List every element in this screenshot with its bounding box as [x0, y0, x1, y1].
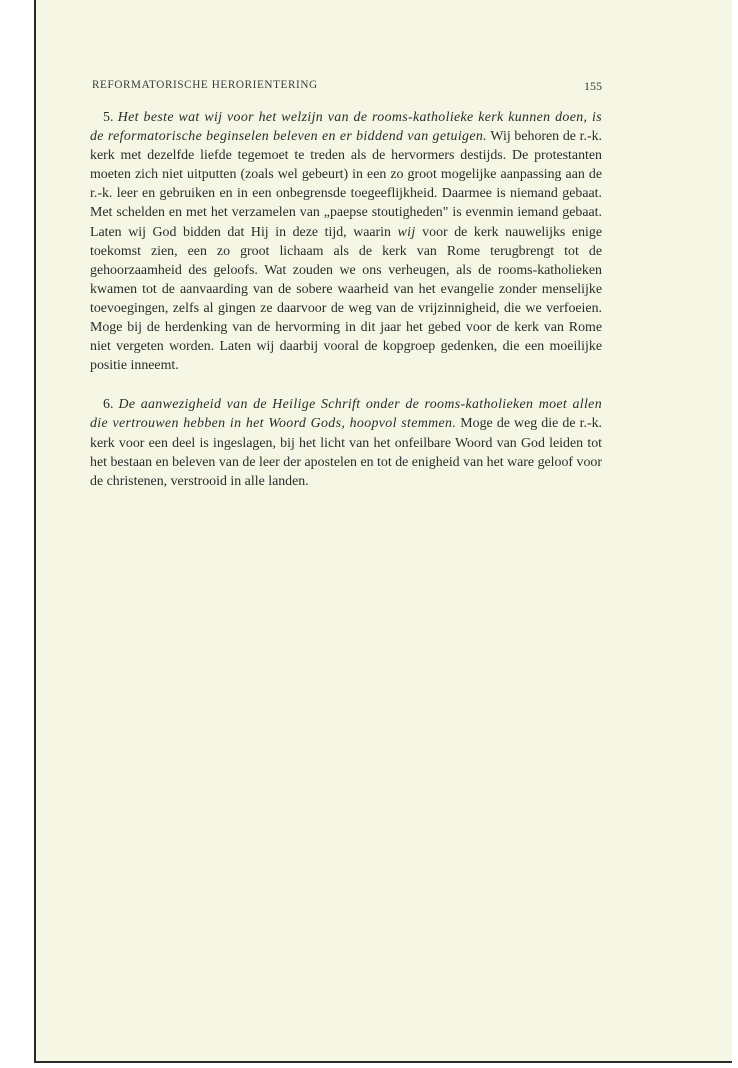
body-text	[90, 108, 602, 491]
paragraph-5	[90, 108, 602, 375]
thesis-statement: De aanwezigheid van de Heilige Schrift onder de rooms-katholieken moet allen die vertrouwen hebben in het Woord Gods, hoopvol stemmen.	[90, 397, 602, 432]
paragraph-text-continued: voor de kerk nauwelijks enige toekomst zien, een zo groot lichaam als de kerk van Rome terugbrengt tot de gehoorzaamheid des geloofs. Wat zouden we ons verheugen, als de rooms-katholieken kwamen tot de aanvaarding van de sobere waarheid van het evangelie zonder menselijke toevoegingen, zelfs al gingen ze daarvoor de weg van de vrijzinnigheid, die we verfoeien. Moge bij de herdenking van de hervorming in dit jaar het gebed voor de kerk van Rome niet vergeten worden. Laten wij daarbij vooral de kopgroep gedenken, die een moeilijke positie inneemt.	[90, 224, 602, 374]
page-margin-right	[732, 0, 738, 1068]
paragraph-text: Moge de weg die de r.-k. kerk voor een deel is ingeslagen, bij het licht van het onfeilbare Woord van God leiden tot het bestaan en beleven van de leer der apostelen en tot de enigheid van het ware geloof voor de christenen, verstrooid in alle landen.	[90, 416, 603, 489]
page-number: 155	[584, 79, 602, 93]
thesis-statement: Het beste wat wij voor het welzijn van de rooms-katholieke kerk kunnen doen, is de reformatorische beginselen beleven en er biddend van getuigen.	[90, 110, 602, 145]
paragraph-number: 5.	[103, 110, 114, 125]
running-title: REFORMATORISCHE HERORIENTERING	[92, 79, 318, 91]
paragraph-text: Wij behoren de r.-k. kerk met dezelfde liefde tegemoet te treden als de hervormers destijds. De protestanten moeten zich niet uitputten (zoals wel gebeurt) in een zo groot mogelijke aanpassing aan de r.-k. leer en gebruiken en in een onbegrensde toegeeflijkheid. Daarmee is niemand gebaat. Met schelden en met het verzamelen van „paepse stoutigheden" is evenmin iemand gebaat. Laten wij God bidden dat Hij in deze tijd, waarin	[90, 129, 602, 240]
running-header	[92, 79, 602, 97]
paragraph-6	[90, 395, 602, 490]
emphasis-word: wij	[397, 224, 416, 240]
paragraph-number: 6.	[103, 397, 114, 413]
